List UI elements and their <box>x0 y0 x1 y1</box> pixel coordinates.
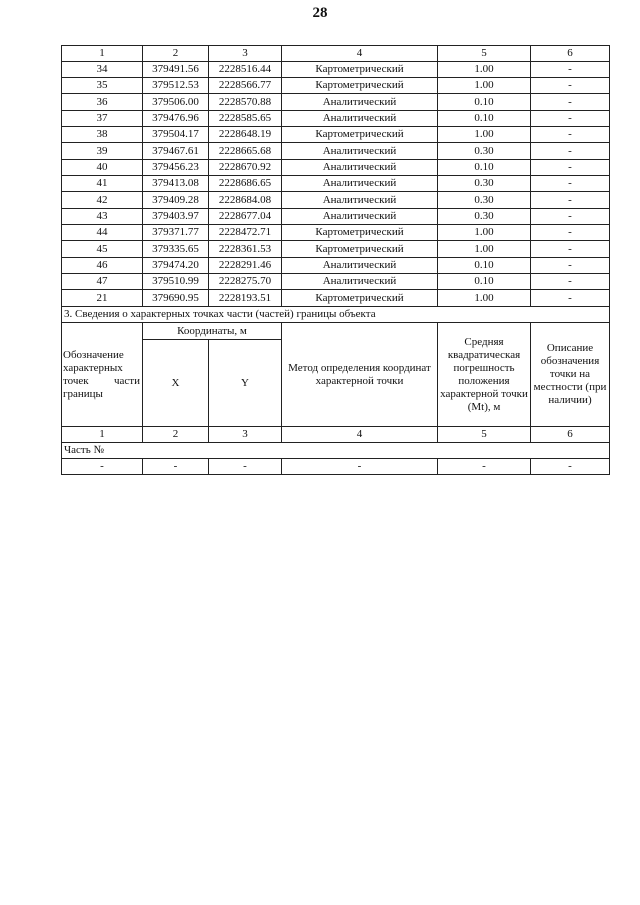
designation-line <box>63 375 140 388</box>
y-coordinate-cell: 2228677.04 <box>209 209 282 225</box>
x-coordinate-cell: 379476.96 <box>143 111 209 127</box>
column-number-cell: 5 <box>438 46 531 62</box>
point-number-cell: 35 <box>62 78 143 94</box>
y-coordinate-cell: 2228566.77 <box>209 78 282 94</box>
column-number-cell: 6 <box>531 46 610 62</box>
method-cell: Аналитический <box>282 209 438 225</box>
method-cell: Картометрический <box>282 241 438 258</box>
point-number-cell: 36 <box>62 94 143 111</box>
table-row <box>62 274 610 290</box>
column-number-cell: 3 <box>209 427 282 443</box>
empty-cell: - <box>143 459 209 475</box>
designation-header <box>62 323 143 427</box>
description-cell: - <box>531 274 610 290</box>
designation-line: характерных <box>63 361 123 374</box>
description-cell: - <box>531 111 610 127</box>
section3-title-row <box>62 307 610 323</box>
mt-cell: 1.00 <box>438 290 531 307</box>
description-cell: - <box>531 143 610 160</box>
designation-word: части <box>114 374 140 387</box>
description-cell: - <box>531 258 610 274</box>
table-row <box>62 241 610 258</box>
table-row <box>62 78 610 94</box>
mt-cell: 0.10 <box>438 160 531 176</box>
empty-cell: - <box>62 459 143 475</box>
method-header: Метод определения координат характерной точки <box>282 323 438 427</box>
y-coordinate-cell: 2228648.19 <box>209 127 282 143</box>
table-row <box>62 225 610 241</box>
x-coordinate-cell: 379506.00 <box>143 94 209 111</box>
x-coordinate-cell: 379474.20 <box>143 258 209 274</box>
designation-line: Обозначение <box>63 348 124 361</box>
point-number-cell: 37 <box>62 111 143 127</box>
column-number-cell: 2 <box>143 46 209 62</box>
point-number-cell: 45 <box>62 241 143 258</box>
y-coordinate-cell: 2228361.53 <box>209 241 282 258</box>
method-cell: Картометрический <box>282 78 438 94</box>
part-label: Часть № <box>62 443 610 459</box>
method-cell: Аналитический <box>282 160 438 176</box>
mt-cell: 0.10 <box>438 258 531 274</box>
point-number-cell: 42 <box>62 192 143 209</box>
mt-cell: 0.10 <box>438 274 531 290</box>
x-coordinate-cell: 379413.08 <box>143 176 209 192</box>
y-coordinate-cell: 2228570.88 <box>209 94 282 111</box>
point-number-cell: 34 <box>62 62 143 78</box>
table-row <box>62 143 610 160</box>
description-cell: - <box>531 94 610 111</box>
coordinates-table <box>61 45 610 475</box>
method-cell: Аналитический <box>282 176 438 192</box>
column-number-cell: 4 <box>282 46 438 62</box>
point-number-cell: 46 <box>62 258 143 274</box>
mt-cell: 0.30 <box>438 209 531 225</box>
y-coordinate-cell: 2228193.51 <box>209 290 282 307</box>
table-row <box>62 209 610 225</box>
x-coordinate-cell: 379371.77 <box>143 225 209 241</box>
section3-title: 3. Сведения о характерных точках части (частей) границы объекта <box>62 307 610 323</box>
mt-cell: 0.30 <box>438 176 531 192</box>
point-number-cell: 39 <box>62 143 143 160</box>
empty-cell: - <box>531 459 610 475</box>
x-coordinate-cell: 379690.95 <box>143 290 209 307</box>
x-coordinate-cell: 379504.17 <box>143 127 209 143</box>
method-cell: Аналитический <box>282 274 438 290</box>
method-cell: Аналитический <box>282 94 438 111</box>
description-cell: - <box>531 62 610 78</box>
column-number-cell: 5 <box>438 427 531 443</box>
column-number-cell: 6 <box>531 427 610 443</box>
method-cell: Картометрический <box>282 225 438 241</box>
section3-column-number-row <box>62 427 610 443</box>
mt-cell: 1.00 <box>438 127 531 143</box>
column-number-cell: 4 <box>282 427 438 443</box>
empty-cell: - <box>209 459 282 475</box>
description-cell: - <box>531 209 610 225</box>
y-coordinate-cell: 2228686.65 <box>209 176 282 192</box>
table-row <box>62 192 610 209</box>
mt-cell: 0.10 <box>438 94 531 111</box>
column-number-cell: 1 <box>62 427 143 443</box>
method-cell: Картометрический <box>282 127 438 143</box>
method-cell: Аналитический <box>282 143 438 160</box>
point-number-cell: 21 <box>62 290 143 307</box>
point-number-cell: 47 <box>62 274 143 290</box>
table-row <box>62 160 610 176</box>
description-cell: - <box>531 176 610 192</box>
point-number-cell: 40 <box>62 160 143 176</box>
point-number-cell: 43 <box>62 209 143 225</box>
description-cell: - <box>531 225 610 241</box>
empty-cell: - <box>438 459 531 475</box>
x-coordinate-cell: 379403.97 <box>143 209 209 225</box>
x-coordinate-cell: 379491.56 <box>143 62 209 78</box>
y-coordinate-cell: 2228291.46 <box>209 258 282 274</box>
y-coordinate-cell: 2228684.08 <box>209 192 282 209</box>
x-coordinate-cell: 379512.53 <box>143 78 209 94</box>
mt-cell: 0.30 <box>438 192 531 209</box>
coordinates-table-body <box>62 46 610 307</box>
description-cell: - <box>531 192 610 209</box>
method-cell: Аналитический <box>282 192 438 209</box>
description-cell: - <box>531 241 610 258</box>
table-row <box>62 290 610 307</box>
y-coordinate-cell: 2228516.44 <box>209 62 282 78</box>
x-coordinate-cell: 379335.65 <box>143 241 209 258</box>
point-number-cell: 44 <box>62 225 143 241</box>
table-row <box>62 94 610 111</box>
mt-cell: 1.00 <box>438 225 531 241</box>
y-header: Y <box>209 340 282 427</box>
description-cell: - <box>531 290 610 307</box>
table-row <box>62 176 610 192</box>
table-row <box>62 258 610 274</box>
mt-cell: 0.10 <box>438 111 531 127</box>
table-row <box>62 127 610 143</box>
x-coordinate-cell: 379467.61 <box>143 143 209 160</box>
description-cell: - <box>531 78 610 94</box>
empty-cell: - <box>282 459 438 475</box>
description-header: Описание обозначения точки на местности (при наличии) <box>531 323 610 427</box>
table-row <box>62 111 610 127</box>
column-number-cell: 2 <box>143 427 209 443</box>
mt-cell: 1.00 <box>438 78 531 94</box>
x-header: X <box>143 340 209 427</box>
x-coordinate-cell: 379510.99 <box>143 274 209 290</box>
mt-header: Средняя квадратическая погрешность положения характерной точки (Mt), м <box>438 323 531 427</box>
y-coordinate-cell: 2228665.68 <box>209 143 282 160</box>
method-cell: Картометрический <box>282 290 438 307</box>
method-cell: Аналитический <box>282 258 438 274</box>
method-cell: Картометрический <box>282 62 438 78</box>
point-number-cell: 38 <box>62 127 143 143</box>
y-coordinate-cell: 2228670.92 <box>209 160 282 176</box>
section3-header-row <box>62 323 610 340</box>
description-cell: - <box>531 160 610 176</box>
table-row <box>62 62 610 78</box>
x-coordinate-cell: 379456.23 <box>143 160 209 176</box>
y-coordinate-cell: 2228275.70 <box>209 274 282 290</box>
designation-line: границы <box>63 387 103 400</box>
point-number-cell: 41 <box>62 176 143 192</box>
part-label-row <box>62 443 610 459</box>
coordinates-header: Координаты, м <box>143 323 282 340</box>
y-coordinate-cell: 2228472.71 <box>209 225 282 241</box>
mt-cell: 1.00 <box>438 241 531 258</box>
page-number: 28 <box>312 5 328 21</box>
method-cell: Аналитический <box>282 111 438 127</box>
column-number-row <box>62 46 610 62</box>
section3-body <box>62 307 610 475</box>
mt-cell: 0.30 <box>438 143 531 160</box>
x-coordinate-cell: 379409.28 <box>143 192 209 209</box>
description-cell: - <box>531 127 610 143</box>
empty-data-row <box>62 459 610 475</box>
mt-cell: 1.00 <box>438 62 531 78</box>
y-coordinate-cell: 2228585.65 <box>209 111 282 127</box>
column-number-cell: 3 <box>209 46 282 62</box>
designation-word: точек <box>63 374 89 387</box>
column-number-cell: 1 <box>62 46 143 62</box>
